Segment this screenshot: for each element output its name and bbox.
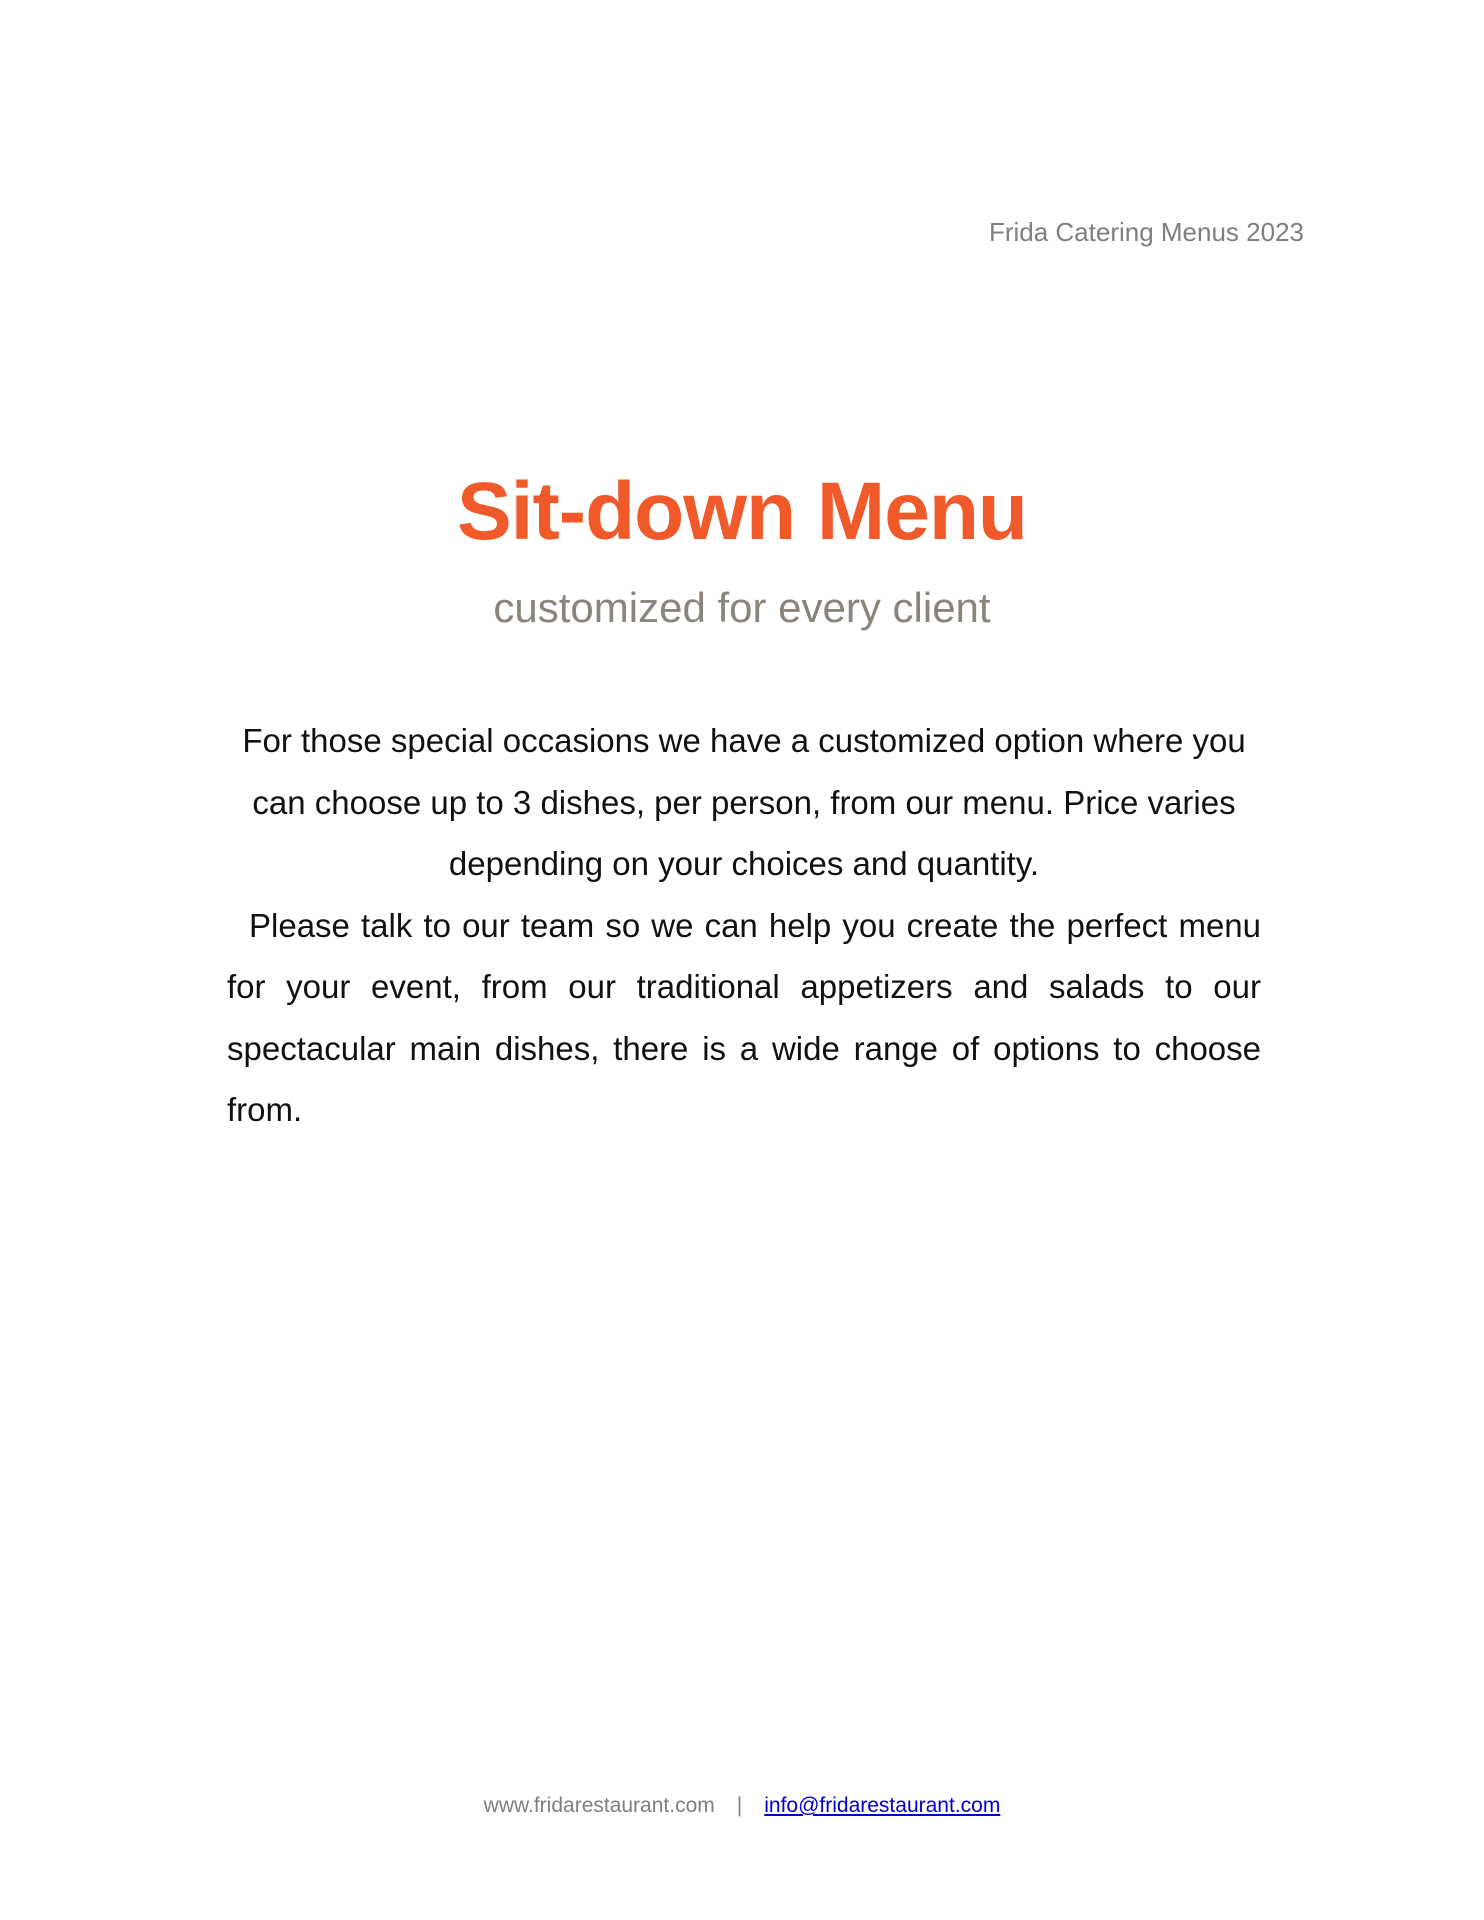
details-paragraph: Please talk to our team so we can help you create the perfect menu for your event, from our traditional appetizers and salads to our spectacular main dishes, there is a wide range of options to choose from. [227,906,1261,1128]
footer-separator: | [736,1794,743,1817]
body-text [227,710,1261,1141]
page-subtitle: customized for every client [493,584,991,631]
intro-paragraph: For those special occasions we have a customized option where you can choose up to 3 dishes, per person, from our menu. Price varies depending on your choices and quantity. [242,722,1246,882]
footer-email-link[interactable]: info@fridarestaurant.com [764,1794,1001,1817]
header-note: Frida Catering Menus 2023 [988,217,1304,247]
page-title: Sit-down Menu [456,466,1027,557]
footer-website: www.fridarestaurant.com [483,1794,715,1817]
footer [0,1794,1484,1818]
